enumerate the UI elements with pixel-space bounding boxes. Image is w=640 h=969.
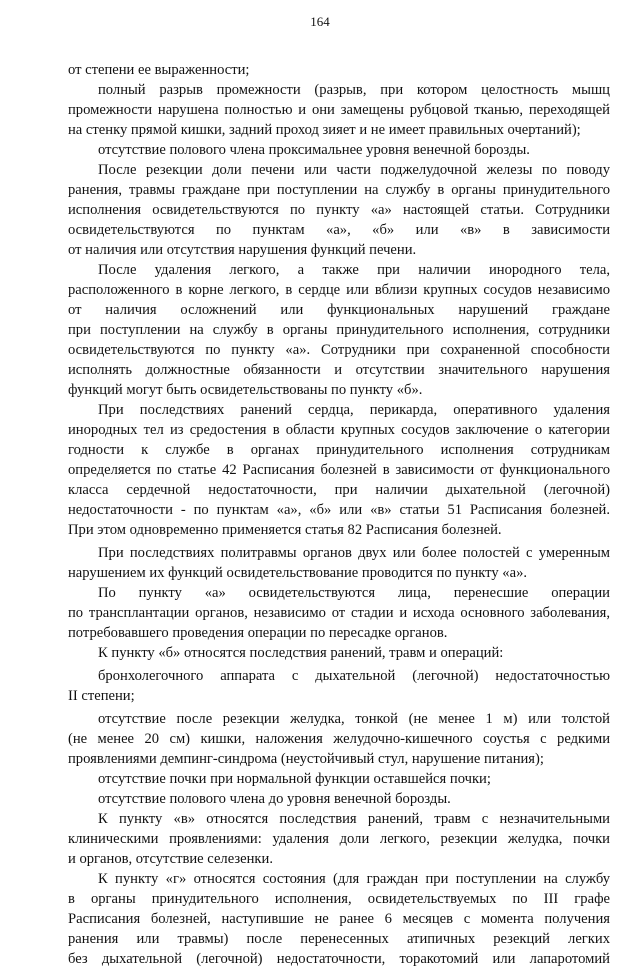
text-line: потребовавшего проведения операции по пересадке органов. [68, 625, 448, 641]
text-line: от наличия осложнений или функциональных нарушений граждане [68, 302, 610, 318]
text-line: К пункту «в» относятся последствия ранений, травм с незначительными [98, 811, 610, 827]
page-number: 164 [310, 14, 330, 29]
text-line: расположенного в корне легкого, в сердце или вблизи крупных сосудов независимо [68, 282, 610, 298]
text-line: в органы принудительного исполнения, освидетельствуемых по III графе [68, 891, 610, 907]
text-line: промежности нарушена полностью и они замещены рубцовой тканью, переходящей [68, 102, 610, 118]
text-line: при поступлении на службу в органы принудительного исполнения, сотрудники [68, 322, 610, 338]
text-line: нарушением их функций освидетельствование проводится по пункту «а». [68, 565, 528, 581]
text-line: проявлениями демпинг-синдрома (неустойчивый стул, нарушение питания); [68, 751, 544, 767]
text-line: по трансплантации органов, независимо от стадии и исхода основного заболевания, [68, 605, 610, 621]
text-line: При этом одновременно применяется статья 82 Расписания болезней. [68, 522, 502, 538]
text-line: При последствиях ранений сердца, перикарда, оперативного удаления [98, 402, 610, 418]
text-line: освидетельствуются по пункту «а». Сотрудники при сохраненной способности [68, 342, 610, 358]
text-line: отсутствие после резекции желудка, тонкой (не менее 1 м) или толстой [98, 711, 610, 727]
text-line: освидетельствуются по пунктам «а», «б» или «в» в зависимости [68, 222, 610, 238]
text-line: класса сердечной недостаточности, при наличии дыхательной (легочной) [68, 482, 610, 498]
text-line: Расписания болезней, наступившие не ранее 6 месяцев с момента получения [68, 911, 610, 927]
text-line: полный разрыв промежности (разрыв, при котором целостность мышц [98, 82, 610, 98]
text-line: на стенку прямой кишки, задний проход зияет и не имеет правильных очертаний); [68, 122, 581, 138]
text-line: годности к службе в органах принудительного исполнения сотрудникам [68, 442, 610, 458]
text-line: исполнения освидетельствуются по пункту «а» настоящей статьи. Сотрудники [68, 202, 610, 218]
text-line: После удаления легкого, а также при наличии инородного тела, [98, 262, 610, 278]
text-line: отсутствие полового члена до уровня венечной борозды. [98, 791, 451, 807]
text-line: По пункту «а» освидетельствуются лица, перенесшие операции [98, 585, 610, 601]
text-line: инородных тел из средостения в области крупных сосудов заключение о категории [68, 422, 610, 438]
text-line: ранения или травмы) после перенесенных атипичных резекций легких [68, 931, 610, 947]
text-line: определяется по статье 42 Расписания болезней в зависимости от функционального [68, 462, 610, 478]
text-line: бронхолегочного аппарата с дыхательной (легочной) недостаточностью [98, 668, 610, 684]
text-line: функций могут быть освидетельствованы по пункту «б». [68, 382, 423, 398]
text-line: II степени; [68, 688, 135, 704]
text-line: недостаточности - по пунктам «а», «б» или «в» статьи 51 Расписания болезней. [68, 502, 610, 518]
text-line: отсутствие полового члена проксимальнее уровня венечной борозды. [98, 142, 530, 158]
text-line: (не менее 20 см) кишки, наложения желудочно-кишечного соустья с редкими [68, 731, 610, 747]
text-line: К пункту «б» относятся последствия ранений, травм и операций: [98, 645, 504, 661]
text-line: и органов, отсутствие селезенки. [68, 851, 273, 867]
text-line: К пункту «г» относятся состояния (для граждан при поступлении на службу [98, 871, 610, 887]
text-line: отсутствие почки при нормальной функции оставшейся почки; [98, 771, 491, 787]
body-text [68, 60, 610, 969]
text-line: от степени ее выраженности; [68, 62, 250, 78]
text-line: от наличия или отсутствия нарушения функций печени. [68, 242, 417, 258]
text-line: После резекции доли печени или части поджелудочной железы по поводу [98, 162, 610, 178]
text-line: без дыхательной (легочной) недостаточности, торакотомий или лапаротомий [68, 951, 610, 967]
text-line: ранения, травмы граждане при поступлении на службу в органы принудительного [68, 182, 610, 198]
text-line: исполнять должностные обязанности и отсутствии значительного нарушения [68, 362, 610, 378]
text-line: При последствиях политравмы органов двух или более полостей с умеренным [98, 545, 610, 561]
text-line: клиническими проявлениями: удаления доли легкого, резекции желудка, почки [68, 831, 610, 847]
